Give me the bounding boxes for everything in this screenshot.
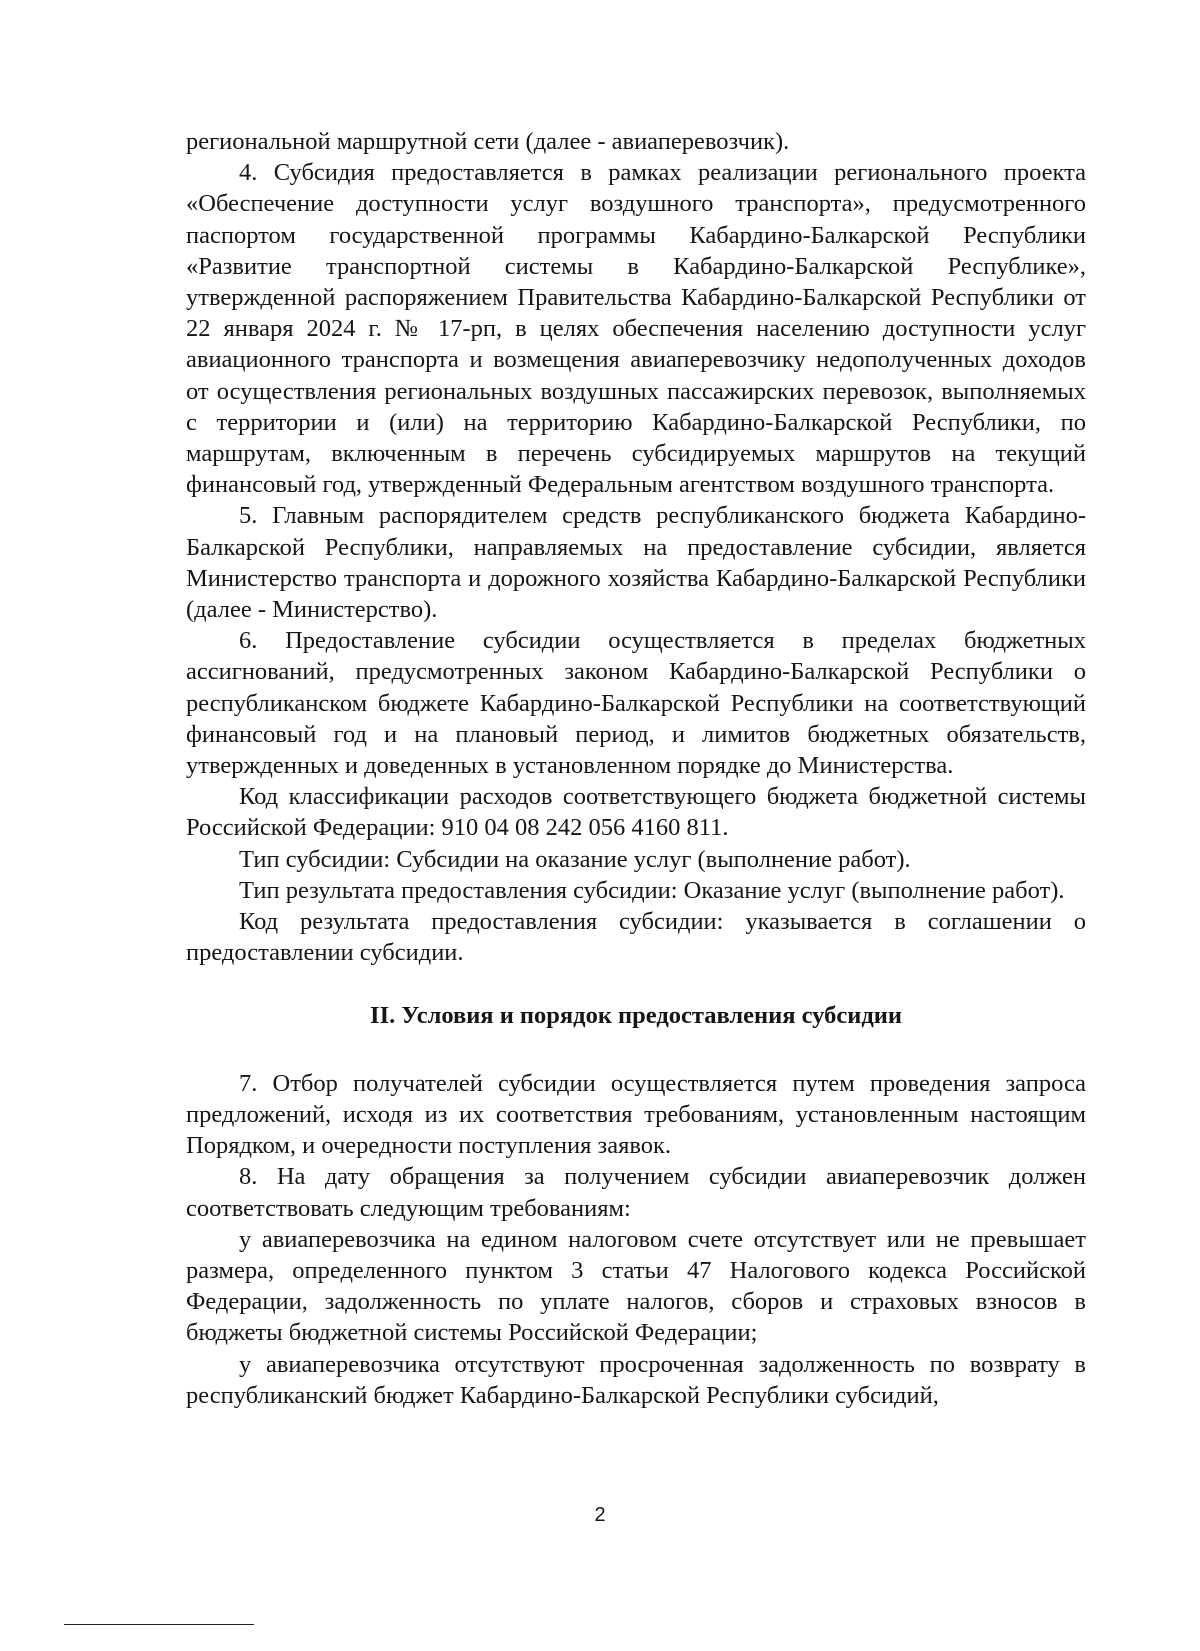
paragraph: 7. Отбор получателей субсидии осуществляется путем проведения запроса предложений, исходя из их соответствия требованиям, установленным настоящим Порядком, и очередности поступления заявок. — [186, 1069, 1086, 1160]
paragraph: 5. Главным распорядителем средств республиканского бюджета Кабардино-Балкарской Республики, направляемых на предоставление субсидии, является Министерство транспорта и дорожного хозяйства Кабардино-Балкарской Республики (далее - Министерство). — [186, 502, 1086, 624]
paragraph: 6. Предоставление субсидии осуществляется в пределах бюджетных ассигнований, предусмотренных законом Кабардино-Балкарской Республики о республиканском бюджете Кабардино-Балкарской Республики на соответствующий финансовый год и на плановый период, и лимитов бюджетных обязательств, утвержденных и доведенных в установленном порядке до Министерства. — [186, 627, 1086, 780]
document-page — [186, 126, 1086, 1411]
paragraph: Тип субсидии: Субсидии на оказание услуг (выполнение работ). — [239, 845, 911, 873]
paragraph: у авиаперевозчика отсутствуют просроченная задолженность по возврату в республиканский бюджет Кабардино-Балкарской Республики субсидий, — [186, 1350, 1086, 1409]
section-heading: II. Условия и порядок предоставления субсидии — [370, 1002, 902, 1030]
paragraph: у авиаперевозчика на едином налоговом счете отсутствует или не превышает размера, определенного пунктом 3 статьи 47 Налогового кодекса Российской Федерации, задолженность по уплате налогов, сборов и страховых взносов в бюджеты бюджетной системы Российской Федерации; — [186, 1225, 1086, 1347]
paragraph: Код результата предоставления субсидии: указывается в соглашении о предоставлении субсидии. — [186, 908, 1086, 967]
paragraph: 8. На дату обращения за получением субсидии авиаперевозчик должен соответствовать следующим требованиям: — [186, 1163, 1086, 1222]
paragraph: 4. Субсидия предоставляется в рамках реализации регионального проекта «Обеспечение доступности услуг воздушного транспорта», предусмотренного паспортом государственной программы Кабардино-Балкарской Республики «Развитие транспортной системы в Кабардино-Балкарской Республике», утвержденной распоряжением Правительства Кабардино-Балкарской Республики от 22 января 2024 г. № 17-рп, в целях обеспечения населению доступности услуг авиационного транспорта и возмещения авиаперевозчику недополученных доходов от осуществления региональных воздушных пассажирских перевозок, выполняемых с территории и (или) на территорию Кабардино-Балкарской Республики, по маршрутам, включенным в перечень субсидируемых маршрутов на текущий финансовый год, утвержденный Федеральным агентством воздушного транспорта. — [186, 159, 1086, 499]
paragraph: региональной маршрутной сети (далее - авиаперевозчик). — [186, 128, 790, 155]
footnote-separator — [64, 1624, 254, 1625]
page-number: 2 — [594, 1504, 606, 1526]
paragraph: Код классификации расходов соответствующего бюджета бюджетной системы Российской Федерации: 910 04 08 242 056 4160 811. — [186, 783, 1086, 842]
paragraphs-bottom — [186, 1068, 1086, 1411]
paragraph: Тип результата предоставления субсидии: Оказание услуг (выполнение работ). — [239, 876, 1065, 904]
paragraphs-top — [186, 126, 1086, 968]
